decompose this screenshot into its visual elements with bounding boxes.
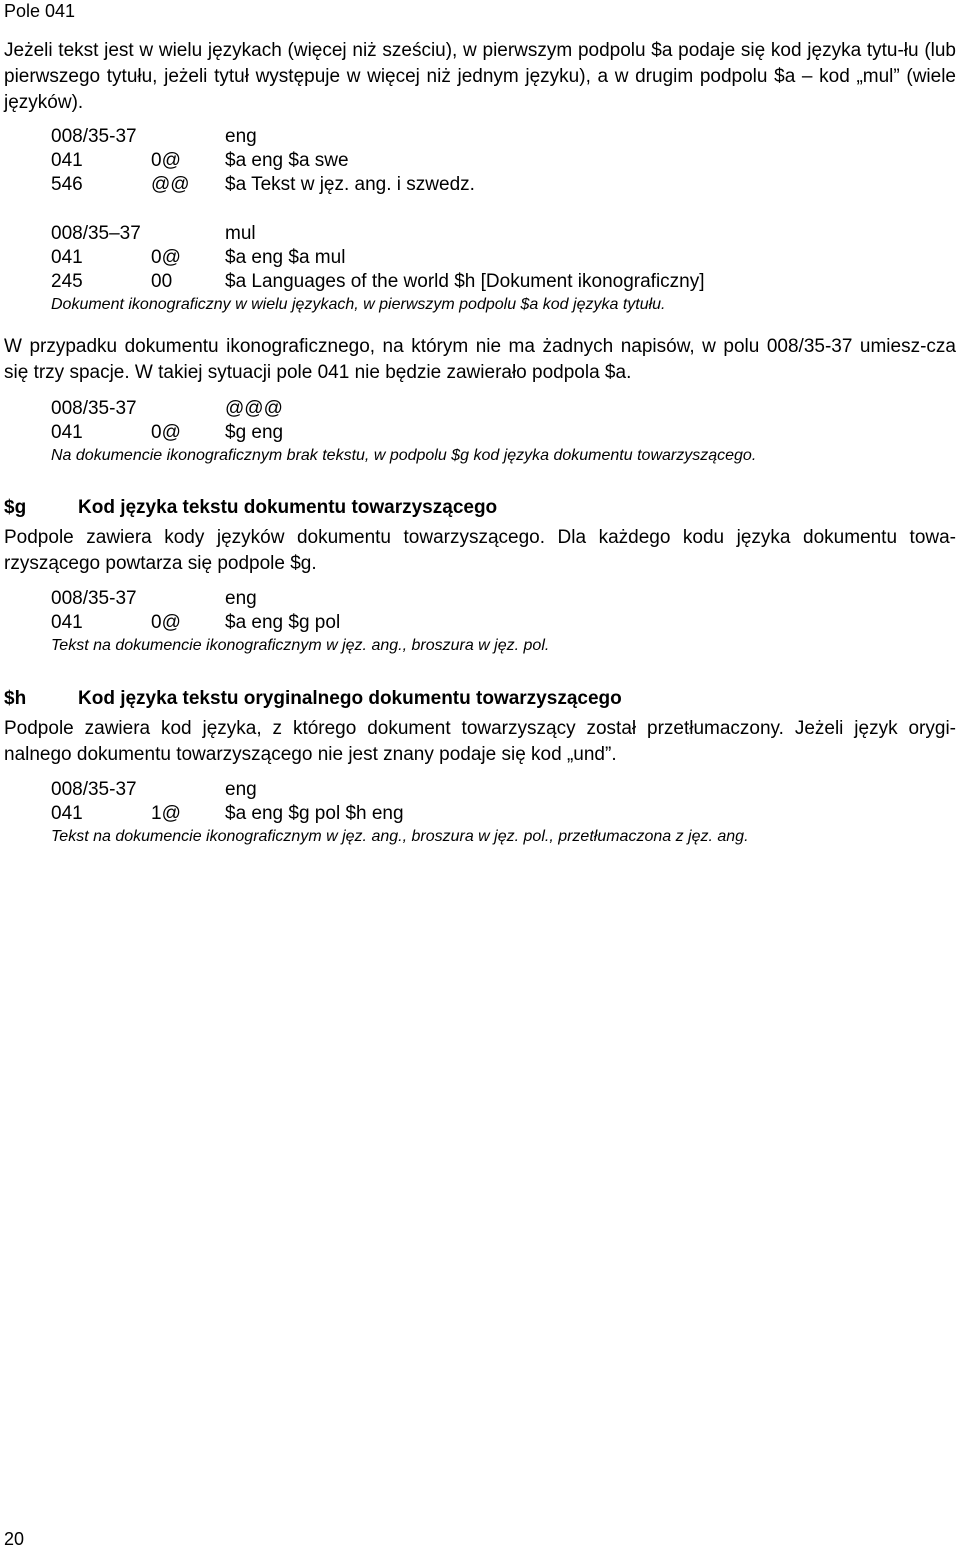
indicators: 0@ [151,247,181,268]
field-tag: 008/35-37 [51,398,137,419]
subfield-g-description: Podpole zawiera kody języków dokumentu towarzyszącego. Dla każdego kodu języka dokumentu towa-rzyszącego powtarza się podpole $g. [4,527,956,574]
field-tag: 041 [51,612,83,633]
field-value: $a Languages of the world $h [Dokument ikonograficzny] [225,271,705,292]
field-tag: 546 [51,174,83,195]
field-tag: 041 [51,247,83,268]
example-row [51,778,749,802]
field-tag: 041 [51,150,83,171]
field-value: $a Tekst w jęz. ang. i szwedz. [225,174,475,195]
field-value: $g eng [225,422,284,443]
example-row [51,802,749,826]
example-row [51,222,666,246]
example-note: Tekst na dokumencie ikonograficznym w jęz. ang., broszura w jęz. pol., przetłumaczona z jęz. ang. [51,828,749,845]
indicators: 0@ [151,612,181,633]
indicators: 1@ [151,803,181,824]
page-number: 20 [4,1529,25,1549]
example-note: Na dokumencie ikonograficznym brak tekstu, w podpolu $g kod języka dokumentu towarzyszącego. [51,447,757,464]
paragraph-no-text: W przypadku dokumentu ikonograficznego, na którym nie ma żadnych napisów, w polu 008/35-37 umiesz-cza się trzy spacje. W takiej sytuacji pole 041 nie będzie zawierało podpola $a. [4,336,956,383]
indicators: 0@ [151,150,181,171]
subfield-code: $h [4,688,27,709]
field-value: eng [225,588,257,609]
example-row [51,421,756,445]
indicators: 00 [151,271,173,292]
field-value: eng [225,126,257,147]
subfield-code: $g [4,497,27,518]
example-subfield-g [51,587,549,657]
example-row [51,270,705,294]
subfield-title: Kod języka tekstu oryginalnego dokumentu towarzyszącego [78,688,622,709]
field-value: $a eng $g pol [225,612,341,633]
example-note: Tekst na dokumencie ikonograficznym w jęz. ang., broszura w jęz. pol. [51,637,550,654]
field-value: mul [225,223,256,244]
indicators: @@ [151,174,190,195]
example-row [51,397,756,421]
example-note: Dokument ikonograficzny w wielu językach, w pierwszym podpolu $a kod języka tytułu. [51,296,666,313]
example-row [51,246,666,270]
field-tag: 008/35-37 [51,126,137,147]
field-tag: 041 [51,803,83,824]
field-value: $a eng $g pol $h eng [225,803,404,824]
field-value: eng [225,779,257,800]
field-value: $a eng $a swe [225,150,349,171]
example-3 [51,397,756,467]
indicators: 0@ [151,422,181,443]
field-tag: 041 [51,422,83,443]
field-tag: 008/35–37 [51,223,141,244]
example-row [51,587,549,611]
field-value: $a eng $a mul [225,247,346,268]
subfield-h-description: Podpole zawiera kod języka, z którego dokument towarzyszący został przetłumaczony. Jeżeli język orygi-nalnego dokumentu towarzyszącego nie jest znany podaje się kod „und”. [4,718,956,765]
example-row [51,611,549,635]
intro-paragraph: Jeżeli tekst jest w wielu językach (więcej niż sześciu), w pierwszym podpolu $a podaje się kod języka tytu-łu (lub pierwszego tytułu, jeżeli tytuł występuje w więcej niż jednym języku), a w drugim podpolu $a – kod „mul” (wiele języków). [4,40,956,113]
page-header: Pole 041 [4,1,76,21]
field-tag: 008/35-37 [51,779,137,800]
example-subfield-h [51,778,749,848]
example-2 [51,222,705,316]
field-tag: 008/35-37 [51,588,137,609]
field-value: @@@ [225,398,283,419]
subfield-title: Kod języka tekstu dokumentu towarzyszącego [78,497,498,518]
field-tag: 245 [51,271,83,292]
